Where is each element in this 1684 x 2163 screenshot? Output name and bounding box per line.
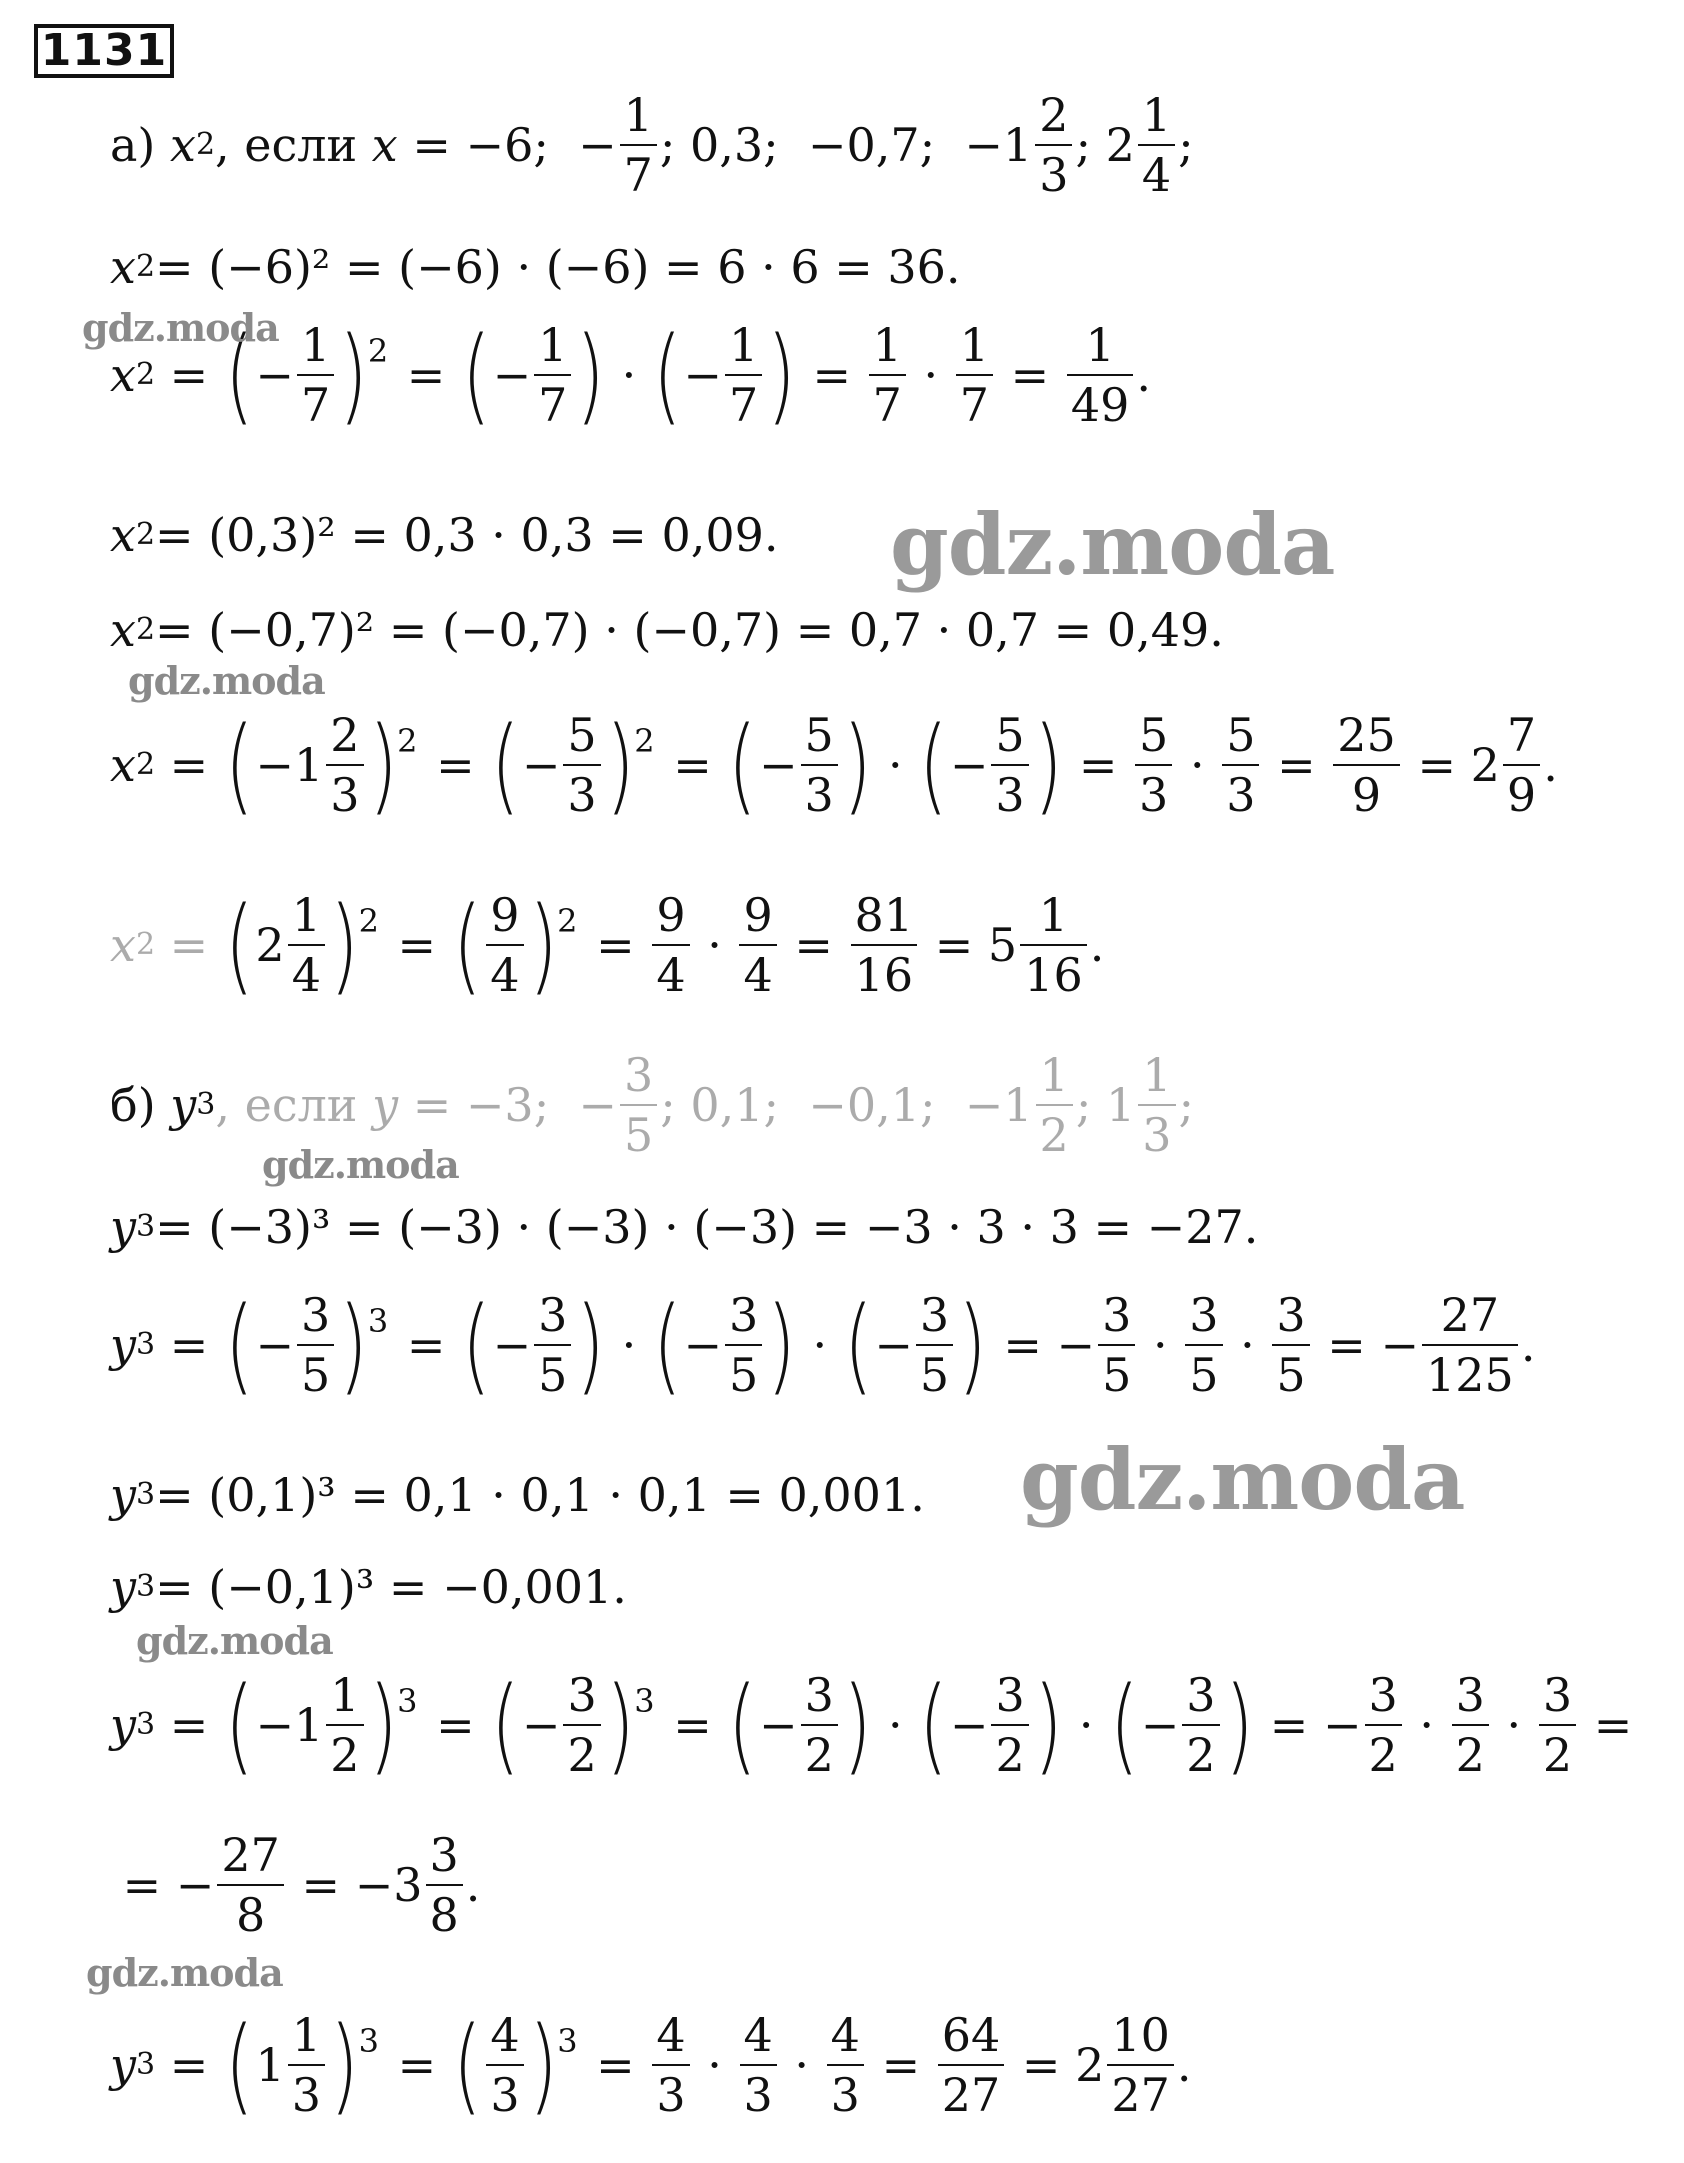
values-text: ; 2	[1075, 118, 1135, 172]
equation-text: = (−3)³ = (−3) · (−3) · (−3) = −3 · 3 · 3 = −27.	[155, 1200, 1259, 1254]
watermark: gdz.moda	[890, 495, 1335, 594]
equation-line: y 3 = ( 1 $\frac{1}{3}$ ) 3 = ( $\frac{4}{3}$ ) 3 = $\frac{4}{3}$ · $\frac{4}{3}$ · $\frac{4}{3}$ = $\frac{64}{27}$ = 2 $\frac{10}{27}$ .	[110, 2004, 1192, 2126]
fraction: $\frac{1}{7}$	[620, 92, 657, 198]
equation-line: x 2 = (0,3)² = 0,3 · 0,3 = 0,09.	[110, 508, 779, 562]
equation-line: x 2 = ( − 1 $\frac{2}{3}$ ) 2 = ( − $\frac{5}{3}$ ) 2 = ( − $\frac{5}{3}$ ) · ( − $\frac{5}{3}$ ) = $\frac{5}{3}$ · $\frac{5}{3}$ = $\frac{25}{9}$ = 2 $\frac{7}{9}$ .	[110, 704, 1558, 826]
watermark: gdz.moda	[86, 1950, 283, 1995]
var: x	[371, 118, 398, 172]
equation-text: = (−6)² = (−6) · (−6) = 6 · 6 = 36.	[155, 240, 961, 294]
equation-text: = (0,1)³ = 0,1 · 0,1 · 0,1 = 0,001.	[155, 1468, 925, 1522]
watermark: gdz.moda	[128, 658, 325, 703]
watermark: gdz.moda	[82, 305, 279, 350]
equation-line: = − $\frac{27}{8}$ = − 3 $\frac{3}{8}$ .	[108, 1828, 481, 1942]
equation-line: y 3 = (−3)³ = (−3) · (−3) · (−3) = −3 · 3 · 3 = −27.	[110, 1200, 1259, 1254]
equation-line: y 3 = ( − 1 $\frac{1}{2}$ ) 3 = ( − $\frac{3}{2}$ ) 3 = ( − $\frac{3}{2}$ ) · ( − $\frac{3}{2}$ ) · ( − $\frac{3}{2}$ ) = − $\frac{3}{2}$ · $\frac{3}{2}$ · $\frac{3}{2}$ =	[110, 1664, 1647, 1786]
equation-line: y 3 = ( − $\frac{3}{5}$ ) 3 = ( − $\frac{3}{5}$ ) · ( − $\frac{3}{5}$ ) · ( − $\frac{3}{5}$ ) = − $\frac{3}{5}$ · $\frac{3}{5}$ · $\frac{3}{5}$ = − $\frac{27}{125}$ .	[110, 1284, 1536, 1406]
watermark: gdz.moda	[262, 1142, 459, 1187]
watermark: gdz.moda	[136, 1618, 333, 1663]
condition-text: , если	[215, 118, 372, 172]
fraction: $\frac{1}{7}$	[297, 322, 334, 428]
equation-text: = (0,3)² = 0,3 · 0,3 = 0,09.	[155, 508, 779, 562]
equation-line: y 3 = (−0,1)³ = −0,001.	[110, 1560, 627, 1614]
part-label: а)	[110, 118, 156, 172]
equation-text: = (−0,7)² = (−0,7) · (−0,7) = 0,7 · 0,7 = 0,49.	[155, 603, 1224, 657]
part-a-header: а) x 2 , если x = −6; − $\frac{1}{7}$ ; 0,3; −0,7; −1 $\frac{2}{3}$ ; 2 $\frac{1}{4}$ ;	[110, 88, 1194, 202]
fraction: $\frac{2}{3}$	[1035, 92, 1072, 198]
fraction: $\frac{1}{4}$	[1138, 92, 1175, 198]
watermark: gdz.moda	[1020, 1430, 1465, 1529]
equation-line: y 3 = (0,1)³ = 0,1 · 0,1 · 0,1 = 0,001.	[110, 1468, 925, 1522]
part-b-header: б) y 3 , если y = −3; − $\frac{3}{5}$ ; 0,1; −0,1; −1 $\frac{1}{2}$ ; 1 $\frac{1}{3}$ ;	[110, 1048, 1194, 1162]
equation-line: x 2 = (−6)² = (−6) · (−6) = 6 · 6 = 36.	[110, 240, 961, 294]
values-text: ;	[1178, 118, 1194, 172]
part-label: б)	[110, 1078, 156, 1132]
equation-text: = (−0,1)³ = −0,001.	[155, 1560, 627, 1614]
equation-line: x 2 = ( − $\frac{1}{7}$ ) 2 = ( − $\frac{1}{7}$ ) · ( − $\frac{1}{7}$ ) = $\frac{1}{7}$ · $\frac{1}{7}$ = $\frac{1}{49}$ .	[110, 314, 1152, 436]
var: x	[170, 118, 196, 172]
values-text: ; 0,3; −0,7; −1	[659, 118, 1033, 172]
equation-line: x 2 = (−0,7)² = (−0,7) · (−0,7) = 0,7 · 0,7 = 0,49.	[110, 603, 1224, 657]
equation-line: x 2 = ( 2 $\frac{1}{4}$ ) 2 = ( $\frac{9}{4}$ ) 2 = $\frac{9}{4}$ · $\frac{9}{4}$ = $\frac{81}{16}$ = 5 $\frac{1}{16}$ .	[110, 884, 1105, 1006]
values-text: = −6; −	[397, 118, 617, 172]
problem-number: 1131	[34, 24, 174, 78]
